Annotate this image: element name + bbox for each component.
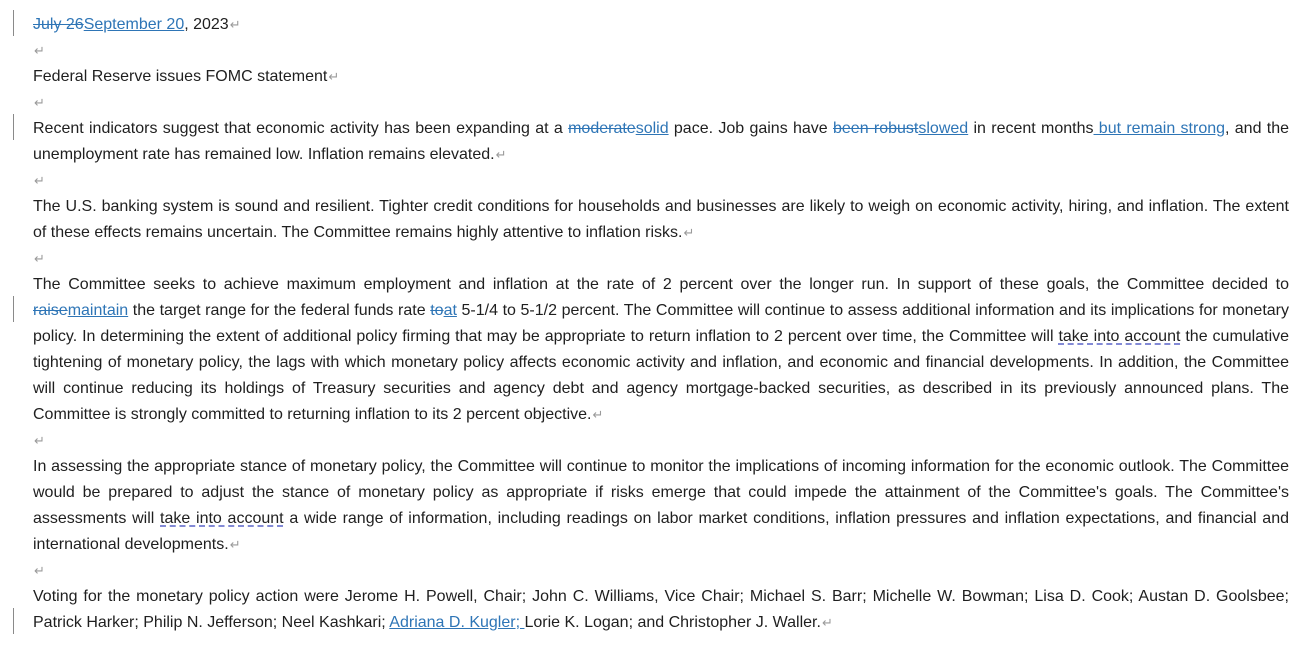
inserted-text: solid <box>635 120 669 137</box>
body-text: In assessing the appropriate stance of monetary policy, the Committee will continue to monitor the implications of incoming information for the economic outlook. The Committee would be prepared to adjust the stance of monetary policy as appropriate if risks emerge that could impede the attainment of the Committee's goals. The Committee's assessments will <box>33 458 1289 527</box>
body-text: Voting for the monetary policy action were Jerome H. Powell, Chair; John C. Williams, Vice Chair; Michael S. Barr; Michelle W. Bowman; Lisa D. Cook; Austan D. Goolsbee; Patrick Harker; Philip N. Jefferson; Neel Kashkari; <box>33 588 1289 631</box>
body-text: Recent indicators suggest that economic activity has been expanding at a <box>33 120 569 137</box>
deleted-text: raise <box>33 302 68 319</box>
empty-paragraph[interactable] <box>33 168 1289 194</box>
empty-paragraph[interactable] <box>33 38 1289 64</box>
date-year: , 2023 <box>184 16 229 33</box>
paragraph-mark-icon: ↵ <box>229 17 241 32</box>
inserted-text: Adriana D. Kugler; <box>389 614 525 631</box>
body-text: The Committee seeks to achieve maximum employment and inflation at the rate of 2 percent over the longer run. In support of these goals, the Committee decided to <box>33 276 1289 293</box>
empty-paragraph[interactable] <box>33 90 1289 116</box>
paragraph-mark-icon: ↵ <box>592 407 604 422</box>
flagged-phrase[interactable]: take into account <box>1058 328 1181 345</box>
paragraph-voting-members[interactable] <box>33 584 1289 636</box>
body-text: the cumulative tightening of monetary policy, the lags with which monetary policy affects economic activity and inflation, and economic and financial developments. In addition, the Committee will continue reducing its holdings of Treasury securities and agency debt and agency mortgage-backed securities, as described in its previously announced plans. The Committee is strongly committed to returning inflation to its 2 percent objective. <box>33 328 1290 423</box>
deleted-text: been robust <box>833 120 919 137</box>
empty-paragraph[interactable] <box>33 428 1289 454</box>
inserted-text: September 20 <box>83 16 185 33</box>
paragraph-mark-icon: ↵ <box>34 433 45 448</box>
deleted-text: moderate <box>568 120 636 137</box>
paragraph-mark-icon: ↵ <box>34 95 45 110</box>
paragraph-mark-icon: ↵ <box>34 173 45 188</box>
date-line[interactable] <box>33 12 1289 38</box>
empty-paragraph[interactable] <box>33 558 1289 584</box>
paragraph-mark-icon: ↵ <box>229 537 241 552</box>
paragraph-mark-icon: ↵ <box>34 43 45 58</box>
paragraph-policy-decision[interactable] <box>33 272 1289 428</box>
deleted-text: to <box>430 302 444 319</box>
paragraph-mark-icon: ↵ <box>34 251 45 266</box>
body-text: The U.S. banking system is sound and resilient. Tighter credit conditions for households and businesses are likely to weigh on economic activity, hiring, and inflation. The extent of these effects remains uncertain. The Committee remains highly attentive to inflation risks. <box>33 198 1289 241</box>
body-text: , and the unemployment rate has remained low. Inflation remains elevated. <box>33 120 1290 163</box>
paragraph-policy-stance[interactable] <box>33 454 1289 558</box>
inserted-text: but remain strong <box>1093 120 1226 137</box>
inserted-text: at <box>443 302 457 319</box>
body-text: pace. Job gains have <box>668 120 833 137</box>
paragraph-mark-icon: ↵ <box>821 615 833 630</box>
inserted-text: slowed <box>918 120 969 137</box>
body-text: 5-1/4 to 5-1/2 percent. The Committee will continue to assess additional information and its implications for monetary policy. In determining the extent of additional policy firming that may be appropriate to return inflation to 2 percent over time, the Committee will <box>33 302 1289 345</box>
change-bar <box>13 10 14 36</box>
change-bar <box>13 296 14 322</box>
deleted-text: July 26 <box>33 16 84 33</box>
paragraph-mark-icon: ↵ <box>683 225 695 240</box>
empty-paragraph[interactable] <box>33 246 1289 272</box>
paragraph-mark-icon: ↵ <box>328 69 340 84</box>
body-text: a wide range of information, including readings on labor market conditions, inflation pressures and inflation expectations, and financial and international developments. <box>33 510 1290 553</box>
body-text: Lorie K. Logan; and Christopher J. Waller. <box>524 614 821 631</box>
flagged-phrase[interactable]: take into account <box>160 510 284 527</box>
inserted-text: maintain <box>67 302 129 319</box>
body-text: in recent months <box>968 120 1094 137</box>
document-page <box>33 12 1289 636</box>
paragraph-economic-activity[interactable] <box>33 116 1289 168</box>
paragraph-mark-icon: ↵ <box>495 147 507 162</box>
paragraph-mark-icon: ↵ <box>34 563 45 578</box>
heading-line[interactable] <box>33 64 1289 90</box>
change-bar <box>13 608 14 634</box>
document-heading: Federal Reserve issues FOMC statement <box>33 68 328 85</box>
paragraph-banking-system[interactable] <box>33 194 1289 246</box>
change-bar <box>13 114 14 140</box>
body-text: the target range for the federal funds rate <box>128 302 431 319</box>
